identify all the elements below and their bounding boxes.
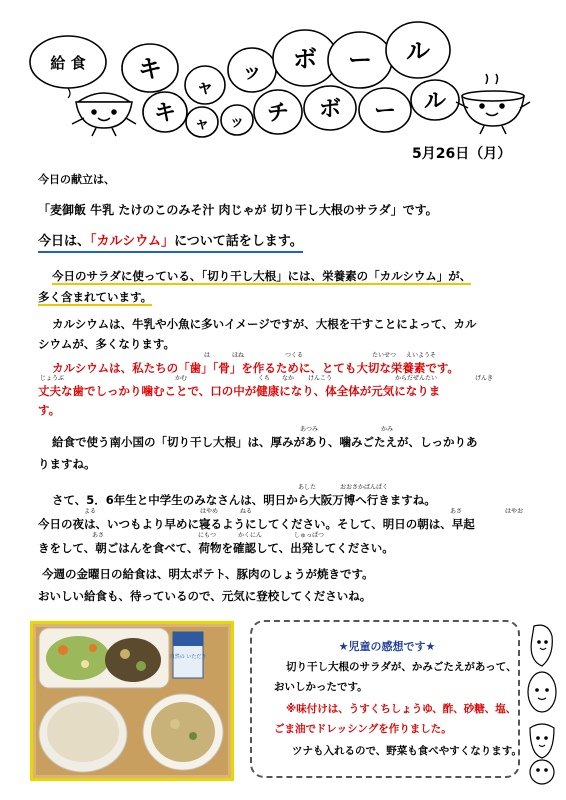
comments-title: ★児童の感想です★ <box>338 640 436 653</box>
comment-line4: ごま油でドレッシングを作りました。 <box>274 723 452 735</box>
para4-line1: 給食で使う南小国の「切り干し大根」は、厚みがあり、噛みごたえが、しっかりあ <box>52 435 478 449</box>
title-char-6: ル <box>406 37 430 65</box>
para5-line1: さて、5．6年生と中学生のみなさんは、明日から大阪万博へ行きますね。 <box>52 493 436 507</box>
title-char-5: ー <box>348 46 372 74</box>
ruby-ha: は <box>204 352 211 359</box>
ruby-kuchi: くち <box>258 375 271 382</box>
ruby-oosakabanpaku: おおさかばんぱく <box>340 484 389 491</box>
ruby-taisetsu: たいせつ <box>372 352 397 359</box>
comment-line3: ※味付けは、うすくちしょうゆ、酢、砂糖、塩、 <box>286 703 517 715</box>
ruby-asa: あさ <box>450 508 463 515</box>
header-illustration <box>0 0 566 140</box>
para2-line1: カルシウムは、牛乳や小魚に多いイメージですが、大根を干すことによって、カル <box>52 317 477 331</box>
title-char-3: ッ <box>242 59 262 83</box>
para3-line1: カルシウムは、私たちの「歯」「骨」を作るために、とても大切な栄養素です。 <box>52 361 459 375</box>
badge-text: 給 食 <box>50 54 86 72</box>
ruby-karadazentai: からだぜんたい <box>395 375 438 382</box>
title-char-2: ャ <box>196 77 214 98</box>
para5-line2: 今日の夜は、いつもより早めに寝るようにしてください。そして、明日の朝は、早起 <box>38 517 475 531</box>
para1-line2 <box>38 289 152 305</box>
para1-line1 <box>52 268 471 284</box>
para4-line2: りますね。 <box>38 457 96 471</box>
para5-line3: きをして、朝ごはんを食べて、荷物を確認して、出発してください。 <box>38 541 394 555</box>
para5-line4: 今週の金曜日の給食は、明太ポテト、豚肉のしょうが焼きです。 <box>42 567 374 581</box>
ruby-naka: なか <box>282 375 295 382</box>
title-char-9: ッ <box>229 112 245 130</box>
ruby-kamu: かむ <box>175 375 188 382</box>
title-char-11: ボ <box>318 97 342 122</box>
ruby-joubu: じょうぶ <box>40 375 65 382</box>
rice-bowl-character-icon <box>72 93 136 136</box>
comment-line2: おいしかったです。 <box>274 681 368 693</box>
ruby-yoru: よる <box>84 508 97 515</box>
ruby-genki: げんき <box>475 375 494 382</box>
ruby-neru: ねる <box>240 508 253 515</box>
comment-line1: 切り干し大根のサラダが、かみごたえがあって、 <box>286 661 517 673</box>
ruby-eiyouso: えいようそ <box>406 352 437 359</box>
topic-line <box>38 233 303 253</box>
topic-suffix: について話をします。 <box>174 234 303 249</box>
soup-bowl-character-icon <box>456 74 530 134</box>
topic-prefix: 今日は、 <box>38 234 91 249</box>
ruby-hayame: はやめ <box>200 508 219 515</box>
para5-line5: おいしい給食も、待っているので、元気に登校してくださいね。 <box>38 589 372 603</box>
para1-line1-text: 今日のサラダに使っている、「切り干し大根」には、栄養素の「カルシウム」が、 <box>52 269 472 283</box>
title-char-4: ボ <box>293 45 317 73</box>
title-char-10: チ <box>266 101 290 126</box>
para2-line2: シウムが、多くなります。 <box>38 337 175 351</box>
para3-line2: 丈夫な歯でしっかり噛むことで、口の中が健康になり、体全体が元気になりま <box>38 384 441 398</box>
student-comments-box <box>250 620 520 778</box>
ruby-ashita: あした <box>298 484 317 491</box>
para3-line3: す。 <box>38 403 61 417</box>
date-label: 5月26日（月） <box>412 146 512 162</box>
ruby-tsukuru: つくる <box>285 352 304 359</box>
title-char-1: キ <box>138 55 162 83</box>
ruby-nimotsu: にもつ <box>198 532 217 539</box>
title-char-7: キ <box>153 101 177 126</box>
comment-line5: ツナも入れるので、野菜も食べやすくなります。 <box>292 745 522 757</box>
ruby-asa2: あさ <box>92 532 105 539</box>
ruby-atsumi: あつみ <box>300 426 319 433</box>
para1-line2-text: 多く含まれています。 <box>38 290 153 304</box>
badge-balloon <box>30 36 106 98</box>
ruby-hayaoki: はやお <box>505 508 524 515</box>
topic-highlight: 「カルシウム」 <box>90 234 175 249</box>
title-char-8: ャ <box>194 114 210 132</box>
ruby-hone: ほね <box>232 352 245 359</box>
ruby-kami: かみ <box>381 426 394 433</box>
menu-text: 「麦御飯 牛乳 たけのこのみそ汁 肉じゃが 切り干し大根のサラダ」です。 <box>38 203 438 217</box>
ruby-kakunin: かくにん <box>238 532 263 539</box>
ruby-kenkou: けんこう <box>308 375 333 382</box>
lunch-tray-illustration <box>33 624 231 778</box>
title-char-13: ル <box>423 89 447 114</box>
lunch-photo <box>30 621 234 781</box>
milk-label: 自然の いただき <box>169 654 207 660</box>
title-char-12: ー <box>373 99 397 124</box>
intro-text: 今日の献立は、 <box>38 173 115 186</box>
vegetable-characters-icon <box>522 620 562 790</box>
ruby-shuppatsu: しゅっぱつ <box>294 532 325 539</box>
